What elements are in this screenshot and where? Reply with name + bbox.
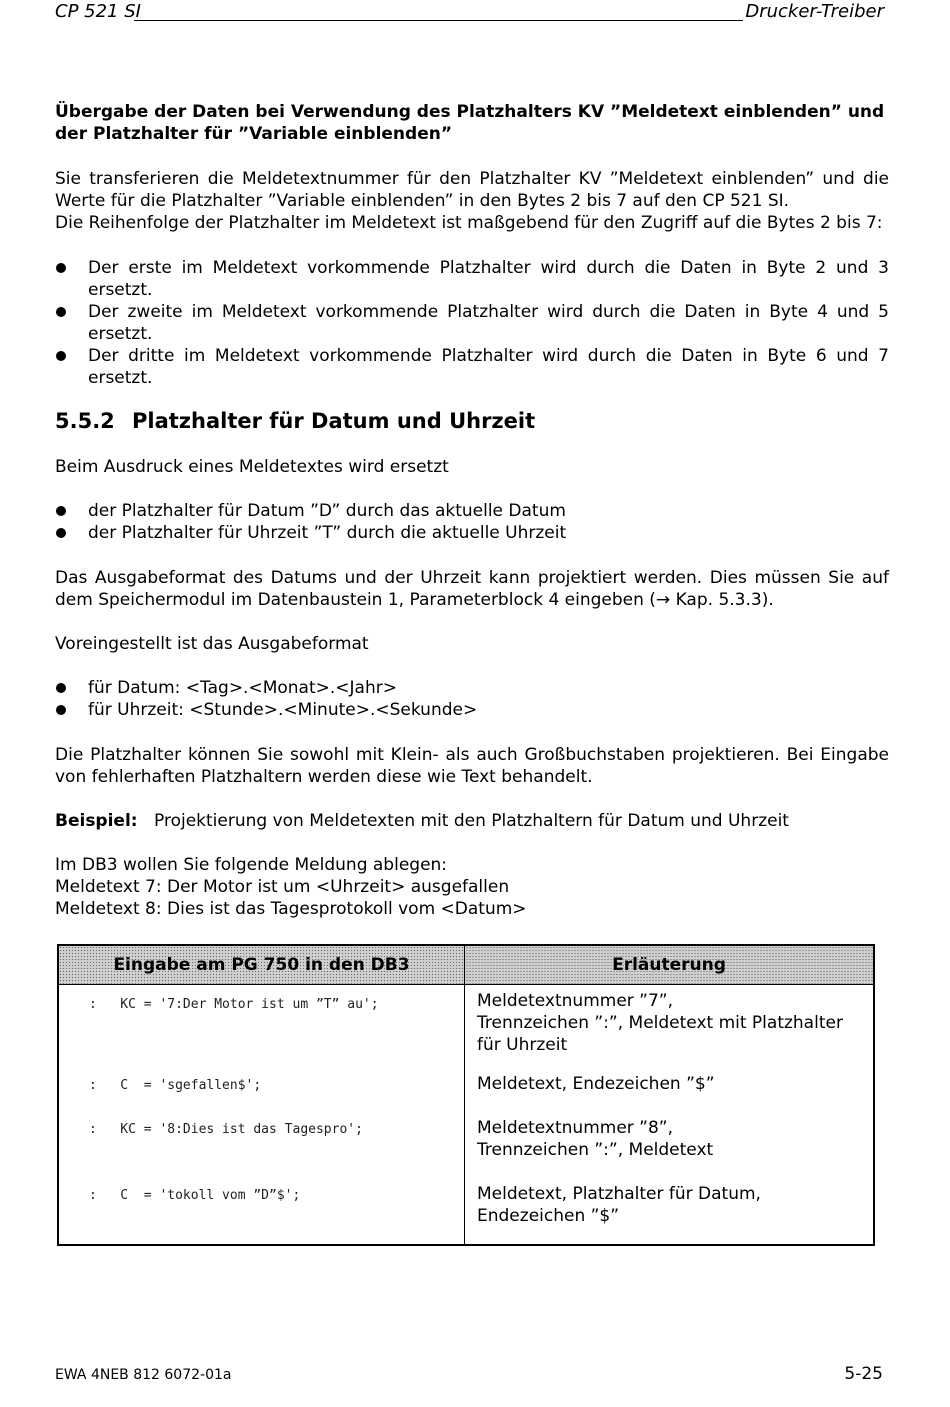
- explanation-line: Trennzeichen ”:”, Meldetext mit Platzhalter: [477, 1013, 843, 1033]
- intro-heading: Übergabe der Daten bei Verwendung des Platzhalters KV ”Meldetext einblenden” und der Platzhalter für ”Variable einblenden”: [55, 102, 885, 144]
- table-cell-code: [58, 1183, 465, 1245]
- list-item: Der erste im Meldetext vorkommende Platzhalter wird durch die Daten in Byte 2 und 3 ersetzt.: [55, 257, 889, 301]
- table-row: [58, 1073, 874, 1117]
- code-line: : C = 'tokoll vom ”D”$';: [89, 1188, 301, 1203]
- format-bullet-list: [55, 677, 889, 721]
- explanation-line: Endezeichen ”$”: [477, 1206, 620, 1226]
- explanation-line: Meldetext, Platzhalter für Datum,: [477, 1184, 761, 1204]
- text-line: Meldetext 7: Der Motor ist um <Uhrzeit> ausgefallen: [55, 877, 510, 897]
- code-line: : KC = '8:Dies ist das Tagespro';: [89, 1122, 363, 1137]
- list-item: Der dritte im Meldetext vorkommende Platzhalter wird durch die Daten in Byte 6 und 7 ersetzt.: [55, 345, 889, 389]
- intro-paragraph-2: Die Reihenfolge der Platzhalter im Meldetext ist maßgebend für den Zugriff auf die Bytes 2 bis 7:: [55, 213, 883, 233]
- header-right: Drucker-Treiber: [745, 1, 884, 22]
- explanation-line: Meldetext, Endezeichen ”$”: [477, 1074, 715, 1094]
- explanation-line: für Uhrzeit: [477, 1035, 568, 1055]
- table-cell-explanation: [465, 985, 875, 1074]
- placeholder-bullet-list: [55, 500, 889, 544]
- section-paragraph-2: Das Ausgabeformat des Datums und der Uhrzeit kann projektiert werden. Dies müssen Sie auf dem Speichermodul im Datenbaustein 1, Parameterblock 4 eingeben (→ Kap. 5.3.3).: [55, 568, 889, 610]
- section-title: Platzhalter für Datum und Uhrzeit: [132, 409, 536, 433]
- table-row: [58, 1117, 874, 1183]
- footer-doc-number: EWA 4NEB 812 6072-01a: [55, 1367, 232, 1383]
- code-line: : KC = '7:Der Motor ist um ”T” au';: [89, 997, 379, 1012]
- list-item: der Platzhalter für Uhrzeit ”T” durch die aktuelle Uhrzeit: [55, 522, 889, 544]
- table-cell-explanation: [465, 1117, 875, 1183]
- section-paragraph-4: Die Platzhalter können Sie sowohl mit Klein- als auch Großbuchstaben projektieren. Bei Eingabe von fehlerhaften Platzhaltern werden diese wie Text behandelt.: [55, 745, 889, 787]
- table-row: [58, 985, 874, 1074]
- text-line: Meldetext 8: Dies ist das Tagesprotokoll vom <Datum>: [55, 899, 527, 919]
- table-cell-code: [58, 1073, 465, 1117]
- header-left: CP 521 SI: [55, 1, 141, 22]
- text-line: Im DB3 wollen Sie folgende Meldung ablegen:: [55, 855, 448, 875]
- table-cell-explanation: [465, 1183, 875, 1245]
- list-item: der Platzhalter für Datum ”D” durch das aktuelle Datum: [55, 500, 889, 522]
- table-row: [58, 1183, 874, 1245]
- table-cell-code: [58, 1117, 465, 1183]
- section-paragraph-1: Beim Ausdruck eines Meldetextes wird ersetzt: [55, 457, 449, 477]
- example-table: [57, 944, 875, 1246]
- section-heading: [55, 408, 889, 434]
- intro-bullet-list: [55, 257, 889, 389]
- example-text: Projektierung von Meldetexten mit den Platzhaltern für Datum und Uhrzeit: [154, 811, 789, 831]
- explanation-line: Meldetextnummer ”7”,: [477, 991, 674, 1011]
- footer-page-number: 5-25: [844, 1364, 883, 1384]
- table-header-row: [58, 945, 874, 985]
- header-rule: [134, 20, 743, 21]
- explanation-line: Meldetextnummer ”8”,: [477, 1118, 674, 1138]
- table-cell-explanation: [465, 1073, 875, 1117]
- section-paragraph-5: [55, 854, 889, 920]
- table-cell-code: [58, 985, 465, 1074]
- list-item: Der zweite im Meldetext vorkommende Platzhalter wird durch die Daten in Byte 4 und 5 ersetzt.: [55, 301, 889, 345]
- intro-paragraph-1: Sie transferieren die Meldetextnummer für den Platzhalter KV ”Meldetext einblenden” und die Werte für die Platzhalter ”Variable einblenden” in den Bytes 2 bis 7 auf den CP 521 SI.: [55, 169, 889, 211]
- list-item: für Uhrzeit: <Stunde>.<Minute>.<Sekunde>: [55, 699, 889, 721]
- explanation-line: Trennzeichen ”:”, Meldetext: [477, 1140, 714, 1160]
- example-line: [55, 810, 889, 832]
- code-line: : C = 'sgefallen$';: [89, 1078, 262, 1093]
- table-header-input: Eingabe am PG 750 in den DB3: [58, 945, 465, 985]
- section-paragraph-3: Voreingestellt ist das Ausgabeformat: [55, 634, 369, 654]
- list-item: für Datum: <Tag>.<Monat>.<Jahr>: [55, 677, 889, 699]
- example-label: Beispiel:: [55, 811, 138, 831]
- table-header-explanation: Erläuterung: [465, 945, 875, 985]
- section-number: 5.5.2: [55, 409, 115, 433]
